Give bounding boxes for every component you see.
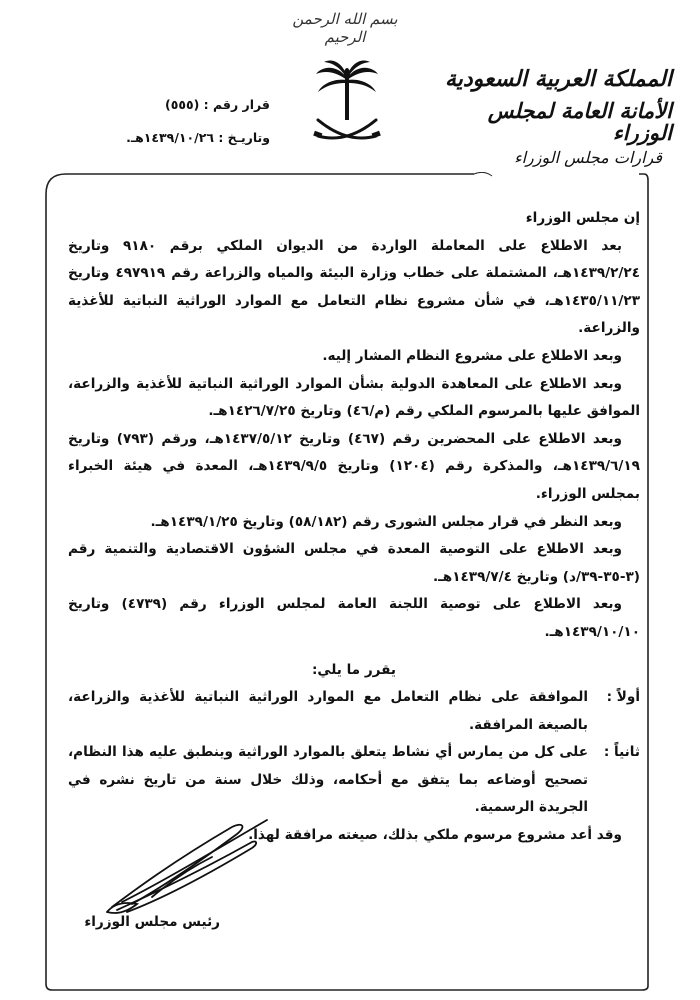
basmala: بسم الله الرحمن الرحيم xyxy=(292,10,398,46)
paragraph-1: بعد الاطلاع على المعاملة الواردة من الديوان الملكي برقم ٩١٨٠ وتاريخ ١٤٣٩/٢/٢٤هـ، المشتملة على خطاب وزارة البيئة والمياه والزراعة رقم ٤٩٧٩١٩ وتاريخ ١٤٣٥/١١/٢٣هـ، في شأن مشروع نظام التعامل مع الموارد الوراثية النباتية للأغذية والزراعة. xyxy=(68,237,640,337)
saudi-emblem-icon xyxy=(312,58,382,148)
signature-icon xyxy=(92,812,282,922)
paragraph-6: وبعد الاطلاع على التوصية المعدة في مجلس الشؤون الاقتصادية والتنمية رقم (٣-٣٥-٣٩/د) وتاريخ ١٤٣٩/٧/٤هـ. xyxy=(68,541,640,585)
paragraph-4: وبعد الاطلاع على المحضرين رقم (٤٦٧) وتاريخ ١٤٣٧/٥/١٢هـ، ورقم (٧٩٣) وتاريخ ١٤٣٩/٦/١٩هـ، والمذكرة رقم (١٢٠٤) وتاريخ ١٤٣٩/٩/٥هـ، المعدة في هيئة الخبراء بمجلس الوزراء. xyxy=(68,430,640,502)
decides-heading: يقرر ما يلي: xyxy=(312,661,396,678)
decision-body xyxy=(68,205,640,850)
decision-date: وتاريـخ : ١٤٣٩/١٠/٢٦هـ. xyxy=(126,130,270,145)
paragraph-7: وبعد الاطلاع على توصية اللجنة العامة لمجلس الوزراء رقم (٤٧٣٩) وتاريخ ١٤٣٩/١٠/١٠هـ. xyxy=(68,596,640,640)
opening-line: إن مجلس الوزراء xyxy=(525,210,640,226)
paragraph-3: وبعد الاطلاع على المعاهدة الدولية بشأن الموارد الوراثية النباتية للأغذية والزراعة، الموافق عليها بالمرسوم الملكي رقم (م/٤٦) وتاريخ ١٤٢٦/٧/٢٥هـ. xyxy=(68,375,640,420)
council-name: الأمانة العامة لمجلس الوزراء xyxy=(487,98,672,145)
paragraph-2: وبعد الاطلاع على مشروع النظام المشار إليه. xyxy=(322,347,622,364)
kingdom-name: المملكة العربية السعودية xyxy=(444,66,672,92)
clause-label: ثانياً : xyxy=(603,744,640,761)
signatory-title: رئيس مجلس الوزراء xyxy=(84,914,220,930)
clause-second xyxy=(68,739,640,822)
clause-text: الموافقة على نظام التعامل مع الموارد الوراثية النباتية للأغذية والزراعة، بالصيغة المرافقة. xyxy=(68,689,588,733)
clause-first xyxy=(68,684,640,739)
decisions-series-label: قرارات مجلس الوزراء xyxy=(514,148,662,167)
clause-text: على كل من يمارس أي نشاط يتعلق بالموارد الوراثية وينطبق عليه هذا النظام، تصحيح أوضاعه بما يتفق مع أحكامه، وذلك خلال سنة من تاريخ نشره في الجريدة الرسمية. xyxy=(68,744,588,816)
closing-line: وقد أعد مشروع مرسوم ملكي بذلك، صيغته مرافقة لهذا. xyxy=(248,827,622,844)
decision-number: قرار رقم : (٥٥٥) xyxy=(164,97,270,112)
paragraph-5: وبعد النظر في قرار مجلس الشورى رقم (٥٨/١٨٢) وتاريخ ١٤٣٩/١/٢٥هـ. xyxy=(150,513,622,530)
clause-label: أولاً : xyxy=(606,689,640,706)
